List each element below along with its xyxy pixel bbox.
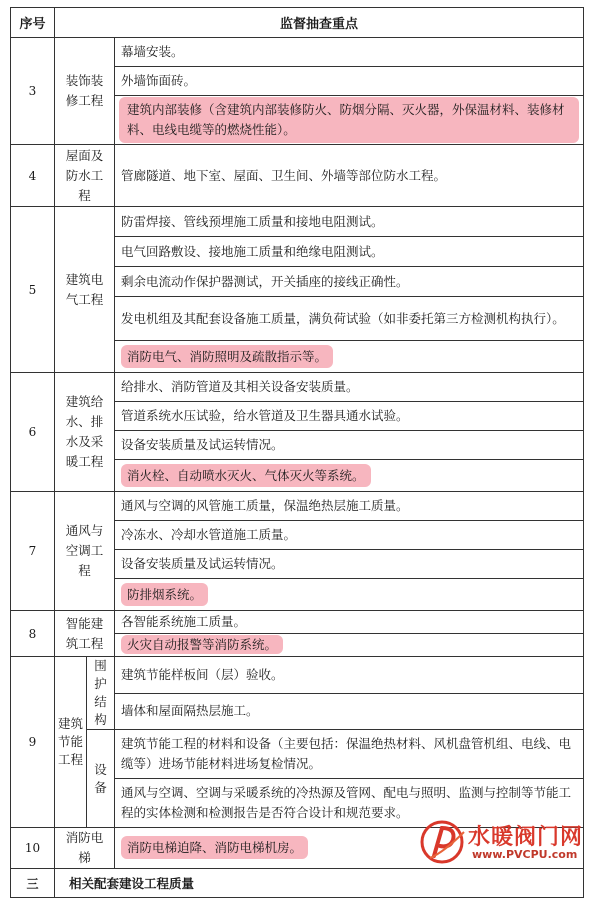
check-item: 剩余电流动作保护器测试，开关插座的接线正确性。 — [115, 267, 584, 297]
category-name: 建筑电气工程 — [55, 207, 115, 373]
check-item: 幕墙安装。 — [115, 38, 584, 67]
brand-logo-icon — [420, 818, 468, 866]
section-title: 相关配套建设工程质量 — [55, 869, 584, 898]
watermark-title: 水暖阀门网 — [468, 825, 584, 850]
header-no: 序号 — [11, 8, 55, 38]
check-item-cell — [115, 460, 584, 492]
check-item: 通风与空调、空调与采暖系统的冷热源及管网、配电与照明、监测与控制等节能工程的实体检测和检测报告是否符合设计和规范要求。 — [115, 779, 584, 828]
check-item-cell — [115, 96, 584, 145]
highlighted-check-item: 消火栓、自动喷水灭火、气体灭火等系统。 — [121, 464, 371, 487]
row-number: 3 — [11, 38, 55, 145]
watermark-url: www.PVCPU.com — [472, 848, 578, 861]
watermark — [420, 818, 595, 866]
subcategory-name: 围护结构 — [87, 657, 115, 730]
highlighted-check-item: 火灾自动报警等消防系统。 — [121, 635, 283, 654]
table-row — [11, 730, 584, 779]
check-item-cell — [115, 341, 584, 373]
check-item: 发电机组及其配套设备施工质量，满负荷试验（如非委托第三方检测机构执行）。 — [115, 297, 584, 341]
row-number: 5 — [11, 207, 55, 373]
table-header — [11, 8, 584, 38]
check-item: 给排水、消防管道及其相关设备安装质量。 — [115, 373, 584, 402]
category-name: 建筑给水、排水及采暖工程 — [55, 373, 115, 492]
check-item: 管道系统水压试验，给水管道及卫生器具通水试验。 — [115, 402, 584, 431]
table-row — [11, 611, 584, 634]
row-number: 4 — [11, 145, 55, 207]
check-item: 墙体和屋面隔热层施工。 — [115, 693, 584, 730]
category-name: 装饰装修工程 — [55, 38, 115, 145]
check-item: 管廊隧道、地下室、屋面、卫生间、外墙等部位防水工程。 — [115, 145, 584, 207]
check-item: 冷冻水、冷却水管道施工质量。 — [115, 521, 584, 550]
table-row — [11, 145, 584, 207]
check-item: 电气回路敷设、接地施工质量和绝缘电阻测试。 — [115, 237, 584, 267]
category-name: 建筑节能工程 — [55, 657, 87, 828]
highlighted-check-item: 消防电气、消防照明及疏散指示等。 — [121, 345, 333, 368]
header-focus: 监督抽查重点 — [55, 8, 584, 38]
table-row — [11, 492, 584, 521]
category-name: 屋面及防水工程 — [55, 145, 115, 207]
check-item: 通风与空调的风管施工质量，保温绝热层施工质量。 — [115, 492, 584, 521]
row-number: 9 — [11, 657, 55, 828]
category-name: 通风与空调工程 — [55, 492, 115, 611]
check-item: 建筑节能工程的材料和设备（主要包括：保温绝热材料、风机盘管机组、电线、电缆等）进场节能材料进场复检情况。 — [115, 730, 584, 779]
highlighted-check-item: 消防电梯迫降、消防电梯机房。 — [121, 836, 308, 859]
check-item-cell — [115, 579, 584, 611]
check-item: 设备安装质量及试运转情况。 — [115, 550, 584, 579]
section-number: 三 — [11, 869, 55, 898]
document — [10, 7, 583, 898]
row-number: 6 — [11, 373, 55, 492]
category-name: 消防电梯 — [55, 828, 115, 869]
table-row — [11, 38, 584, 67]
table-row — [11, 207, 584, 237]
row-number: 8 — [11, 611, 55, 657]
subcategory-name: 设备 — [87, 730, 115, 828]
check-item: 设备安装质量及试运转情况。 — [115, 431, 584, 460]
table-row — [11, 869, 584, 898]
row-number: 10 — [11, 828, 55, 869]
table-row — [11, 373, 584, 402]
check-item: 防雷焊接、管线预埋施工质量和接地电阻测试。 — [115, 207, 584, 237]
check-item: 建筑节能样板间（层）验收。 — [115, 657, 584, 694]
check-item-cell — [115, 634, 584, 657]
highlighted-check-item: 防排烟系统。 — [121, 583, 208, 606]
category-name: 智能建筑工程 — [55, 611, 115, 657]
highlighted-check-item: 建筑内部装修（含建筑内部装修防火、防烟分隔、灭火器，外保温材料、装修材料、电线电缆等的燃烧性能）。 — [119, 97, 579, 143]
row-number: 7 — [11, 492, 55, 611]
check-item: 各智能系统施工质量。 — [115, 611, 584, 634]
table-row — [11, 657, 584, 694]
check-item: 外墙饰面砖。 — [115, 67, 584, 96]
supervision-table — [10, 7, 584, 898]
